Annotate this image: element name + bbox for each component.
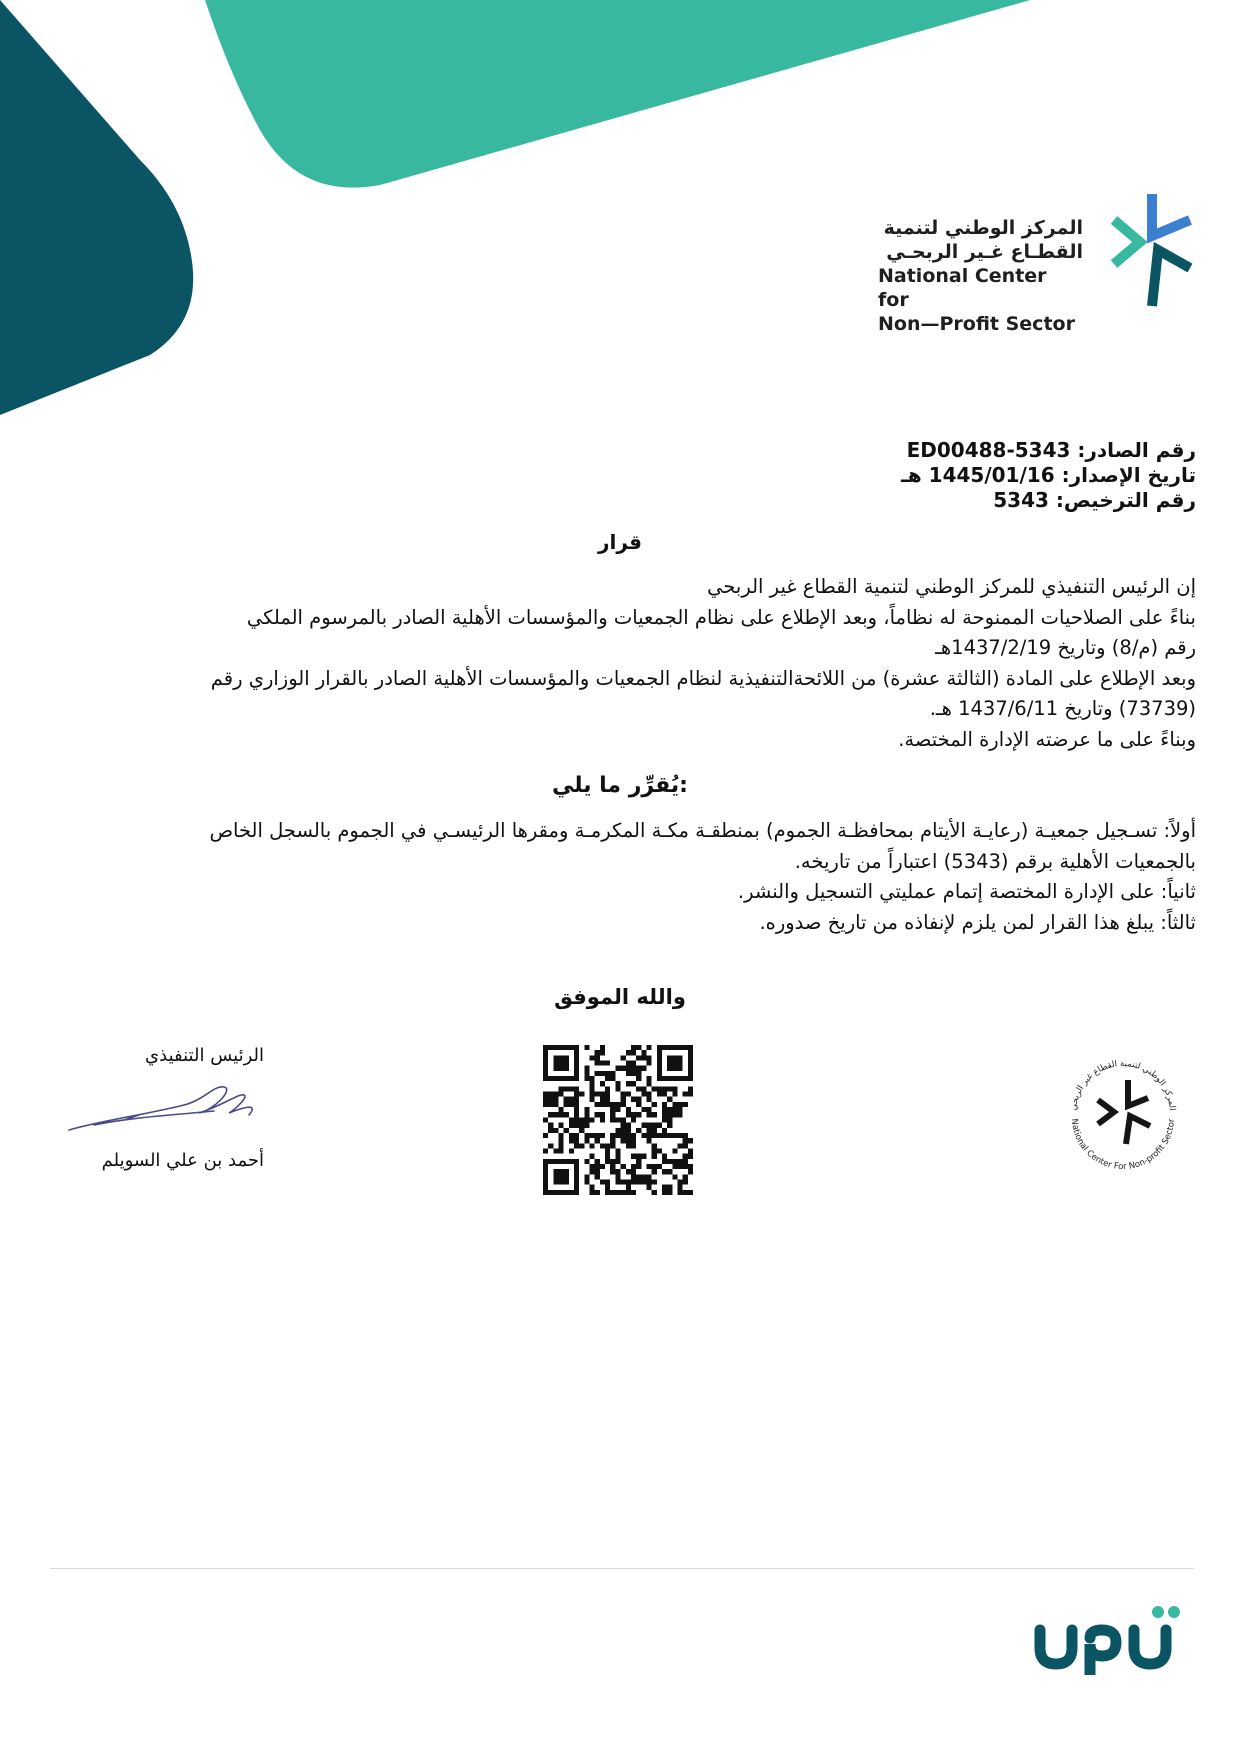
signatory-name: أحمد بن علي السويلم	[101, 1150, 264, 1171]
preamble-line: إن الرئيس التنفيذي للمركز الوطني لتنمية القطاع غير الربحي	[707, 575, 1196, 598]
preamble-line: بناءً على الصلاحيات الممنوحة له نظاماً، وبعد الإطلاع على نظام الجمعيات والمؤسسات الأهلية الصادر بالمرسوم الملكي	[246, 605, 1196, 629]
svg-text:National Center For Non-profit	[1069, 1118, 1177, 1172]
document-meta	[901, 438, 1196, 513]
preamble-line: (73739) وتاريخ 1437/6/11 هـ.	[929, 697, 1196, 720]
brand-dot-icon	[1152, 1606, 1164, 1618]
qr-code	[543, 1045, 693, 1195]
logo-arabic-line-2: القطـاع غـير الربحـي	[886, 241, 1083, 263]
preamble	[44, 572, 1196, 755]
logo-arabic-line-1: المركز الوطني لتنمية	[883, 217, 1083, 239]
document-title: قرار	[598, 530, 642, 554]
issue-date: تاريخ الإصدار: 1445/01/16 هـ	[901, 463, 1196, 487]
decision-item-first: أولاً: تسـجيل جمعيـة (رعايـة الأيتام بمحافظـة الجموم) بمنطقـة مكـة المكرمـة ومقرها الرئيسـي في الجموم بالسجل الخاص	[209, 819, 1196, 842]
footer-brand-logo	[1030, 1600, 1195, 1675]
seal-ring-text-english: National Center For Non-profit Sector	[1068, 1118, 1178, 1173]
closing-phrase: والله الموفق	[554, 985, 686, 1009]
seal-arrows-icon	[1098, 1080, 1150, 1144]
signatory-title: الرئيس التنفيذي	[145, 1045, 264, 1066]
decision-item-third: ثالثاً: يبلغ هذا القرار لمن يلزم لإنفاذه من تاريخ صدوره.	[759, 910, 1196, 934]
handwritten-signature	[64, 1075, 264, 1145]
preamble-line: وبعد الإطلاع على المادة (الثالثة عشرة) من اللائحةالتنفيذية لنظام الجمعيات والمؤسسات الأهلية الصادر بالقرار الوزاري رقم	[210, 666, 1196, 690]
svg-text:المركز الوطني لتنمية القطاع غي	[1069, 1059, 1177, 1111]
ncnp-arrows-icon	[1108, 188, 1198, 318]
decision-item-first-cont: بالجمعيات الأهلية برقم (5343) اعتباراً من تاريخه.	[794, 849, 1196, 873]
official-seal	[1058, 1048, 1188, 1178]
green-banner-shape	[205, 0, 1030, 188]
logo-english-line-2: Non—Profit Sector	[878, 313, 1075, 335]
logo-text	[878, 216, 1083, 336]
brand-dot-icon	[1168, 1606, 1180, 1618]
logo-english-line-1: National Center for	[878, 265, 1047, 311]
dark-teal-corner-shape	[0, 0, 193, 415]
decision-heading: يُقرِّر ما يلي:	[552, 773, 688, 798]
issue-number: رقم الصادر: ED00488-5343	[906, 438, 1196, 462]
footer-divider	[50, 1568, 1194, 1569]
seal-ring-text-arabic: المركز الوطني لتنمية القطاع غير الربحي	[1068, 1058, 1177, 1112]
decision-item-second: ثانياً: على الإدارة المختصة إتمام عمليتي التسجيل والنشر.	[737, 880, 1196, 903]
license-number: رقم الترخيص: 5343	[993, 488, 1196, 512]
preamble-line: وبناءً على ما عرضته الإدارة المختصة.	[898, 727, 1196, 751]
preamble-line: رقم (م/8) وتاريخ 1437/2/19هـ	[935, 636, 1196, 659]
decision-items	[44, 816, 1196, 938]
ncnp-logo	[878, 188, 1198, 335]
